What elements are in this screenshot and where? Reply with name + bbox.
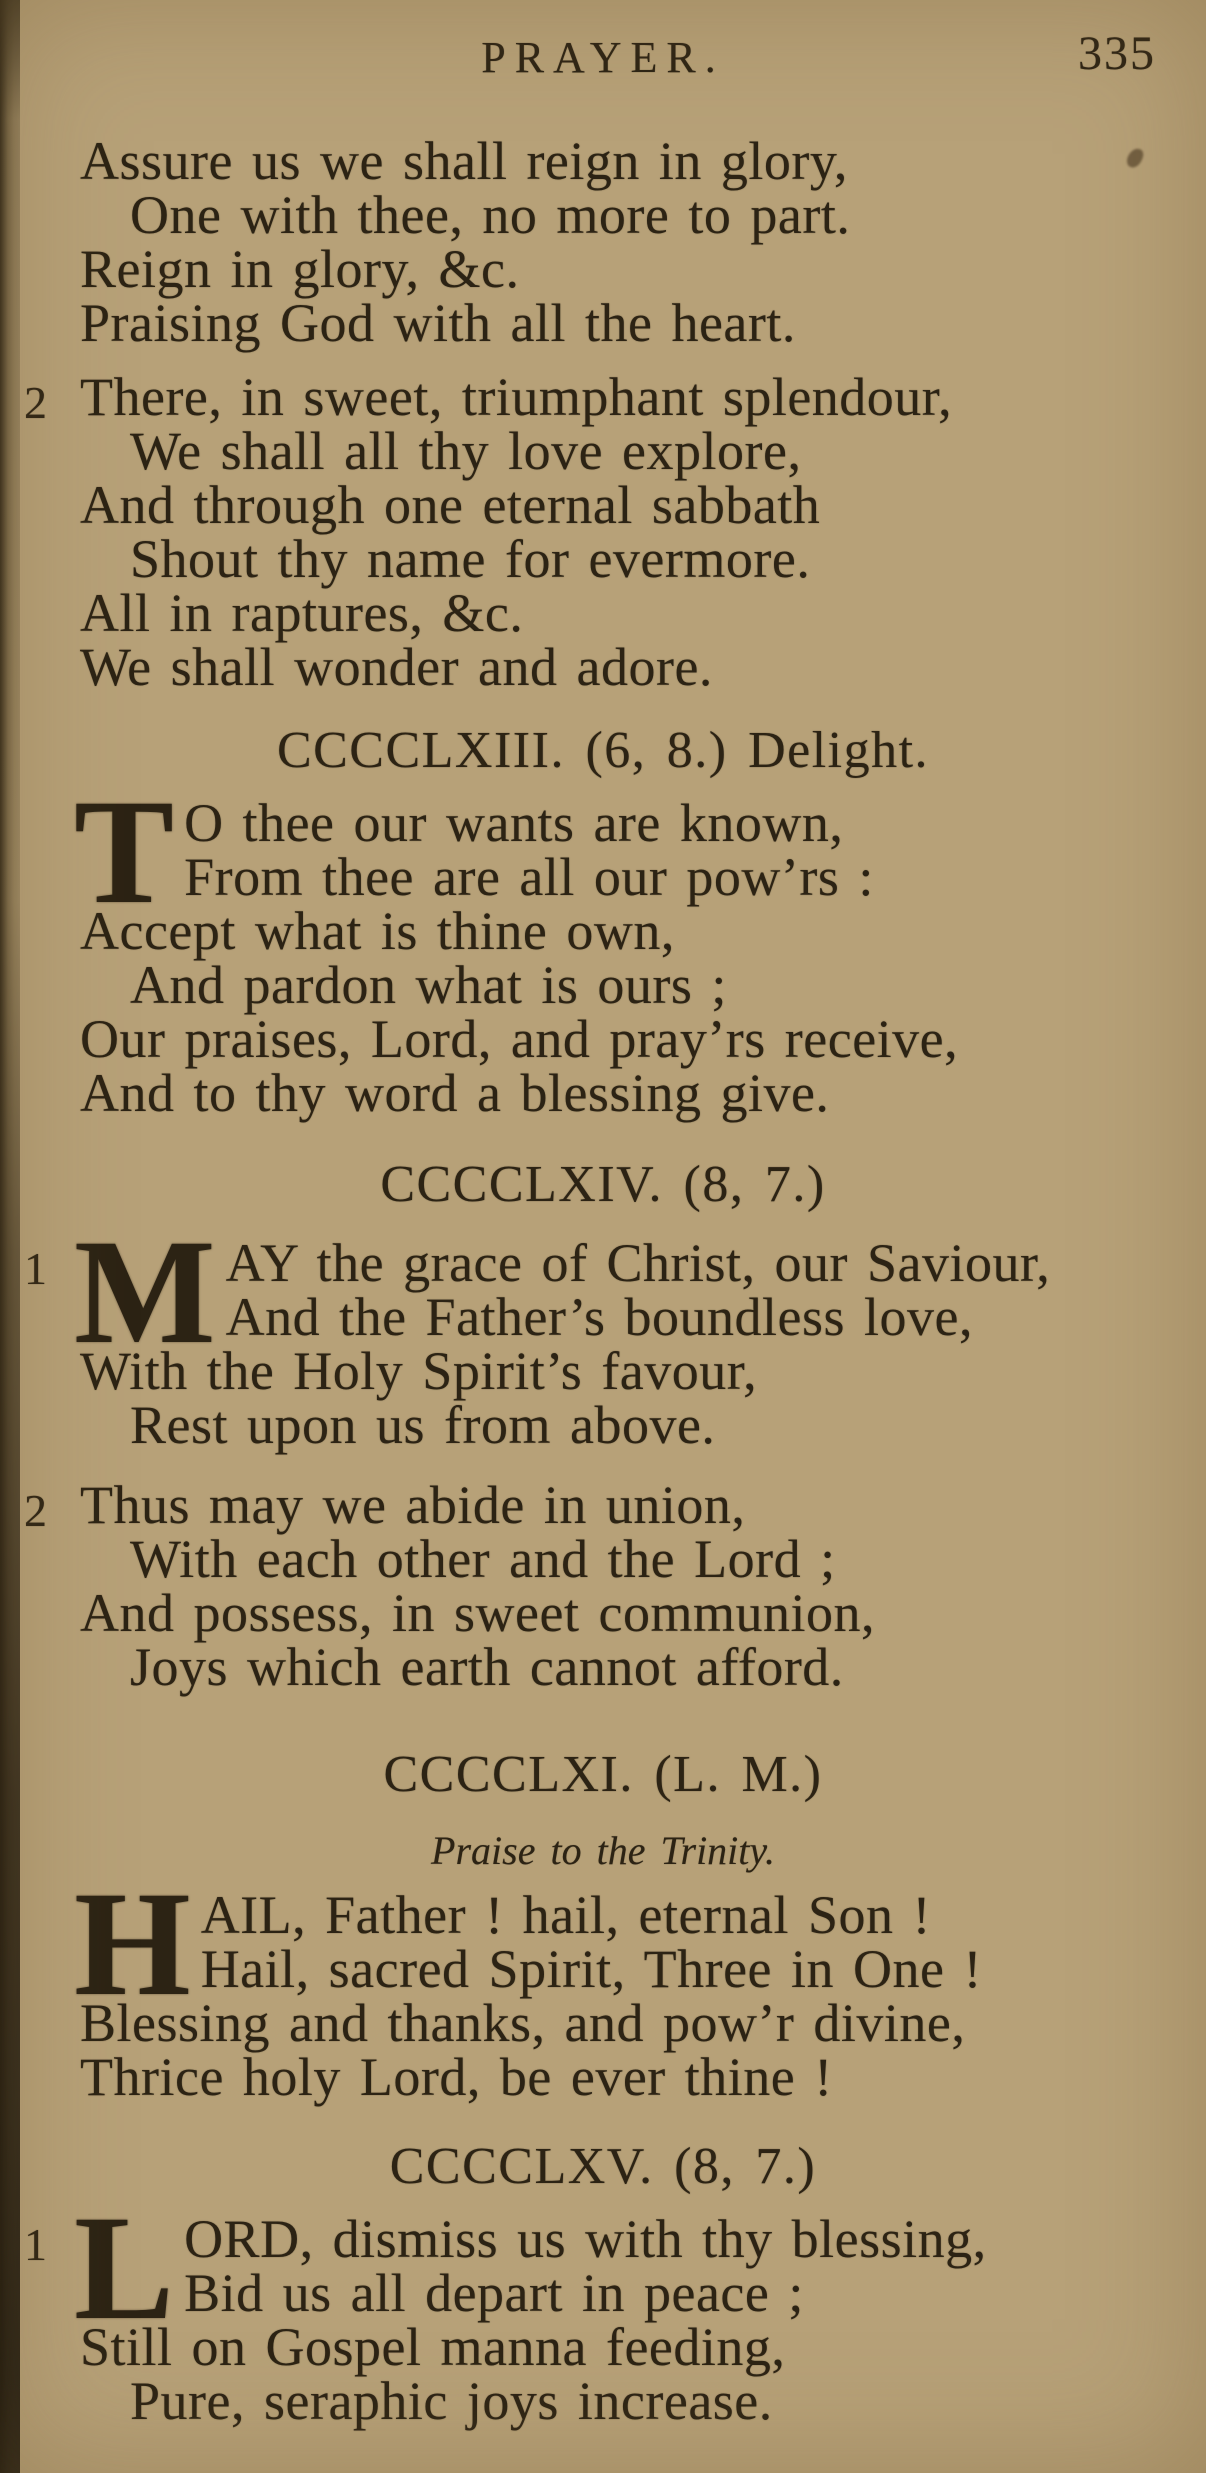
verse-line: Blessing and thanks, and pow’r divine, (80, 1993, 966, 2053)
verse-line: Assure us we shall reign in glory, (80, 131, 848, 191)
verse-line: ORD, dismiss us with thy blessing, (184, 2209, 987, 2269)
verse-line: Shout thy name for evermore. (130, 529, 811, 589)
hymn-heading: CCCCLXIII. (6, 8.) Delight. (276, 722, 930, 779)
verse-line: Hail, sacred Spirit, Three in One ! (200, 1939, 982, 1999)
verse-line: With the Holy Spirit’s favour, (80, 1341, 758, 1401)
running-header (0, 0, 1206, 98)
hymn-heading: CCCCLXV. (8, 7.) (389, 2138, 817, 2195)
hymn-heading: CCCCLXIV. (8, 7.) (380, 1156, 826, 1213)
verse-line: Joys which earth cannot afford. (130, 1637, 844, 1697)
verse-number: 1 (24, 1243, 47, 1294)
verse-line: And to thy word a blessing give. (80, 1063, 830, 1123)
stanza-hymn-463 (74, 769, 1206, 1123)
stanza-hymn-464-v1 (24, 1209, 1206, 1455)
verse-line: Accept what is thine own, (80, 901, 675, 961)
hymn-subtitle: Praise to the Trinity. (431, 1828, 775, 1873)
verse-line: Our praises, Lord, and pray’rs receive, (80, 1009, 959, 1069)
verse-line: We shall wonder and adore. (80, 637, 713, 697)
page-number: 335 (1078, 27, 1156, 80)
verse-number: 1 (24, 2219, 47, 2270)
verse-line: AY the grace of Christ, our Saviour, (225, 1233, 1051, 1293)
stanza-hymn-461 (74, 1861, 1206, 2107)
verse-line: Still on Gospel manna feeding, (80, 2317, 786, 2377)
binding-edge (0, 0, 20, 2473)
verse-line: Thrice holy Lord, be ever thine ! (80, 2047, 833, 2107)
verse-line: Rest upon us from above. (130, 1395, 716, 1455)
verse-line: There, in sweet, triumphant splendour, (80, 367, 953, 427)
verse-number: 2 (24, 377, 47, 428)
verse-line: Reign in glory, &c. (80, 239, 520, 299)
verse-line: AIL, Father ! hail, eternal Son ! (200, 1885, 931, 1945)
drop-cap: H (74, 1861, 191, 2027)
stanza-hymn-464-v2 (24, 1475, 1206, 1697)
verse-number: 2 (24, 1485, 47, 1536)
verse-line: Praising God with all the heart. (80, 293, 796, 353)
verse-line: With each other and the Lord ; (130, 1529, 836, 1589)
verse-line: From thee are all our pow’rs : (184, 847, 874, 907)
verse-line: Pure, seraphic joys increase. (130, 2371, 773, 2431)
stanza-verse-2 (24, 367, 1206, 697)
verse-line: We shall all thy love explore, (130, 421, 802, 481)
verse-line: O thee our wants are known, (184, 793, 844, 853)
verse-line: All in raptures, &c. (80, 583, 524, 643)
verse-line: And pardon what is ours ; (130, 955, 727, 1015)
verse-line: Thus may we abide in union, (80, 1475, 746, 1535)
verse-line: One with thee, no more to part. (130, 185, 851, 245)
stanza-continuation (80, 131, 1206, 353)
drop-cap: L (74, 2185, 175, 2351)
drop-cap: M (74, 1209, 216, 1375)
verse-line: Bid us all depart in peace ; (184, 2263, 804, 2323)
verse-line: And possess, in sweet communion, (80, 1583, 875, 1643)
verse-line: And through one eternal sabbath (80, 475, 821, 535)
stanza-hymn-465-v1 (24, 2185, 1206, 2431)
drop-cap: T (74, 769, 175, 935)
verse-line: And the Father’s boundless love, (225, 1287, 973, 1347)
hymn-heading: CCCCLXI. (L. M.) (383, 1746, 823, 1803)
running-head: PRAYER. (481, 33, 725, 82)
